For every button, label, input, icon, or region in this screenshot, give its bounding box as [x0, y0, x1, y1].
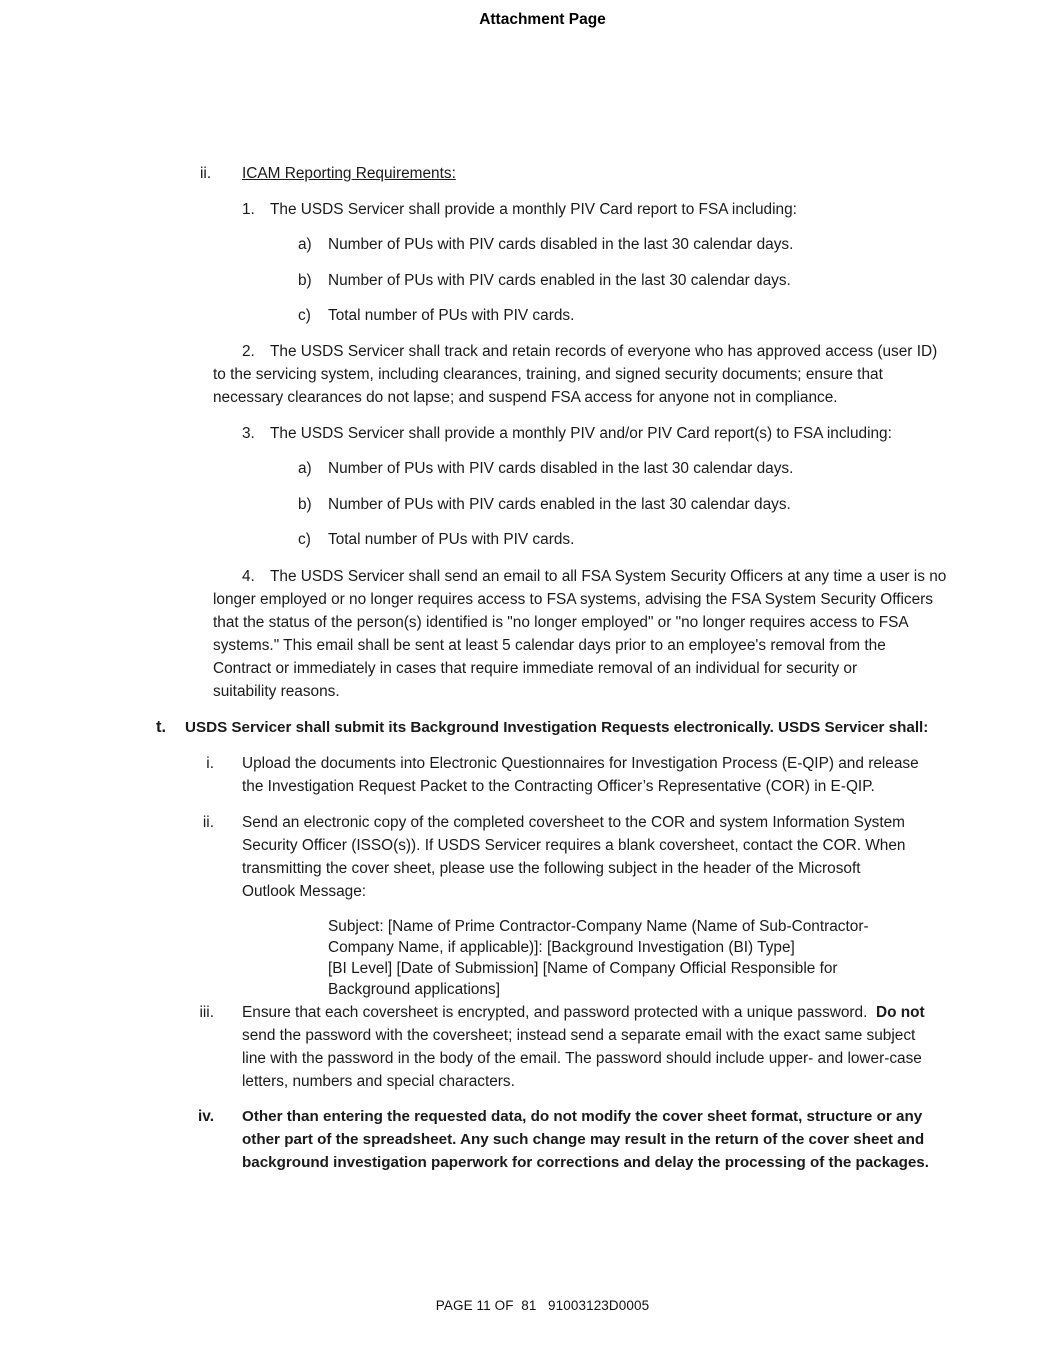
t-ii-line: Security Officer (ISSO(s)). If USDS Servicer requires a blank coversheet, contact the COR. When: [242, 837, 906, 854]
page-footer: PAGE 11 OF 81 91003123D0005: [435, 1298, 650, 1313]
item-3-text: The USDS Servicer shall provide a monthly PIV and/or PIV Card report(s) to FSA including:: [270, 425, 892, 442]
list-marker-iv: iv.: [198, 1108, 214, 1125]
item-1b-text: Number of PUs with PIV cards enabled in the last 30 calendar days.: [328, 272, 791, 289]
t-iii-line-1: [242, 1001, 925, 1024]
t-iv-line: other part of the spreadsheet. Any such change may result in the return of the cover sheet and: [242, 1131, 925, 1148]
t-iii-line: send the password with the coversheet; instead send a separate email with the exact same subject: [242, 1027, 916, 1044]
subject-line: Company Name, if applicable)]: [Background Investigation (BI) Type]: [328, 939, 795, 956]
list-marker-ii: ii.: [202, 814, 214, 831]
item-3b-text: Number of PUs with PIV cards enabled in the last 30 calendar days.: [328, 496, 791, 513]
subject-line: Subject: [Name of Prime Contractor-Company Name (Name of Sub-Contractor-: [328, 918, 869, 935]
item-1c-letter: c): [298, 307, 311, 324]
t-ii-line: Send an electronic copy of the completed coversheet to the COR and system Information System: [242, 814, 905, 831]
item-1-text: The USDS Servicer shall provide a monthly PIV Card report to FSA including:: [270, 201, 797, 218]
t-iii-line: letters, numbers and special characters.: [242, 1073, 515, 1090]
item-1a-letter: a): [298, 236, 312, 253]
item-4-number: 4.: [242, 568, 255, 585]
t-ii-line: Outlook Message:: [242, 883, 367, 900]
page-header-title: Attachment Page: [479, 11, 606, 28]
item-4-line: longer employed or no longer requires access to FSA systems, advising the FSA System Security Officers: [213, 591, 933, 608]
section-t-heading: USDS Servicer shall submit its Background Investigation Requests electronically. USDS Servicer shall:: [185, 719, 929, 736]
item-4-line: that the status of the person(s) identified is "no longer employed" or "no longer requires access to FSA: [213, 614, 909, 631]
t-iii-line: line with the password in the body of the email. The password should include upper- and lower-case: [242, 1050, 922, 1067]
list-marker-ii: ii.: [200, 165, 212, 182]
item-2-line: necessary clearances do not lapse; and suspend FSA access for anyone not in compliance.: [213, 389, 838, 406]
list-marker-iii: iii.: [199, 1004, 214, 1021]
item-4-line: suitability reasons.: [213, 683, 340, 700]
t-i-line: Upload the documents into Electronic Questionnaires for Investigation Process (E-QIP) and release: [242, 755, 919, 772]
item-2-number: 2.: [242, 343, 255, 360]
item-2-line: The USDS Servicer shall track and retain records of everyone who has approved access (user ID): [270, 343, 938, 360]
t-iii-line-1-text: Ensure that each coversheet is encrypted, and password protected with a unique password.: [242, 1004, 876, 1021]
t-ii-line: transmitting the cover sheet, please use the following subject in the header of the Microsoft: [242, 860, 861, 877]
subject-line: [BI Level] [Date of Submission] [Name of Company Official Responsible for: [328, 960, 838, 977]
item-1a-text: Number of PUs with PIV cards disabled in the last 30 calendar days.: [328, 236, 794, 253]
item-3b-letter: b): [298, 496, 312, 513]
list-marker-i: i.: [206, 755, 214, 772]
item-2-line: to the servicing system, including clearances, training, and signed security documents; ensure that: [213, 366, 883, 383]
do-not-emphasis: Do not: [875, 1004, 925, 1021]
section-t-marker: t.: [156, 718, 167, 736]
icam-heading: ICAM Reporting Requirements:: [242, 165, 456, 182]
item-3a-text: Number of PUs with PIV cards disabled in the last 30 calendar days.: [328, 460, 794, 477]
item-1b-letter: b): [298, 272, 312, 289]
item-4-line: The USDS Servicer shall send an email to all FSA System Security Officers at any time a user is no: [270, 568, 947, 585]
item-3a-letter: a): [298, 460, 312, 477]
item-1-number: 1.: [242, 201, 255, 218]
item-3-number: 3.: [242, 425, 255, 442]
t-i-line: the Investigation Request Packet to the Contracting Officer’s Representative (COR) in E-QIP.: [242, 778, 875, 795]
item-3c-letter: c): [298, 531, 311, 548]
item-1c-text: Total number of PUs with PIV cards.: [328, 307, 575, 324]
subject-line: Background applications]: [328, 981, 500, 998]
t-iv-line: background investigation paperwork for corrections and delay the processing of the packages.: [242, 1154, 929, 1171]
t-iv-line: Other than entering the requested data, do not modify the cover sheet format, structure or any: [242, 1108, 923, 1125]
item-3c-text: Total number of PUs with PIV cards.: [328, 531, 575, 548]
item-4-line: systems." This email shall be sent at least 5 calendar days prior to an employee's removal from the: [213, 637, 886, 654]
item-4-line: Contract or immediately in cases that require immediate removal of an individual for security or: [213, 660, 858, 677]
